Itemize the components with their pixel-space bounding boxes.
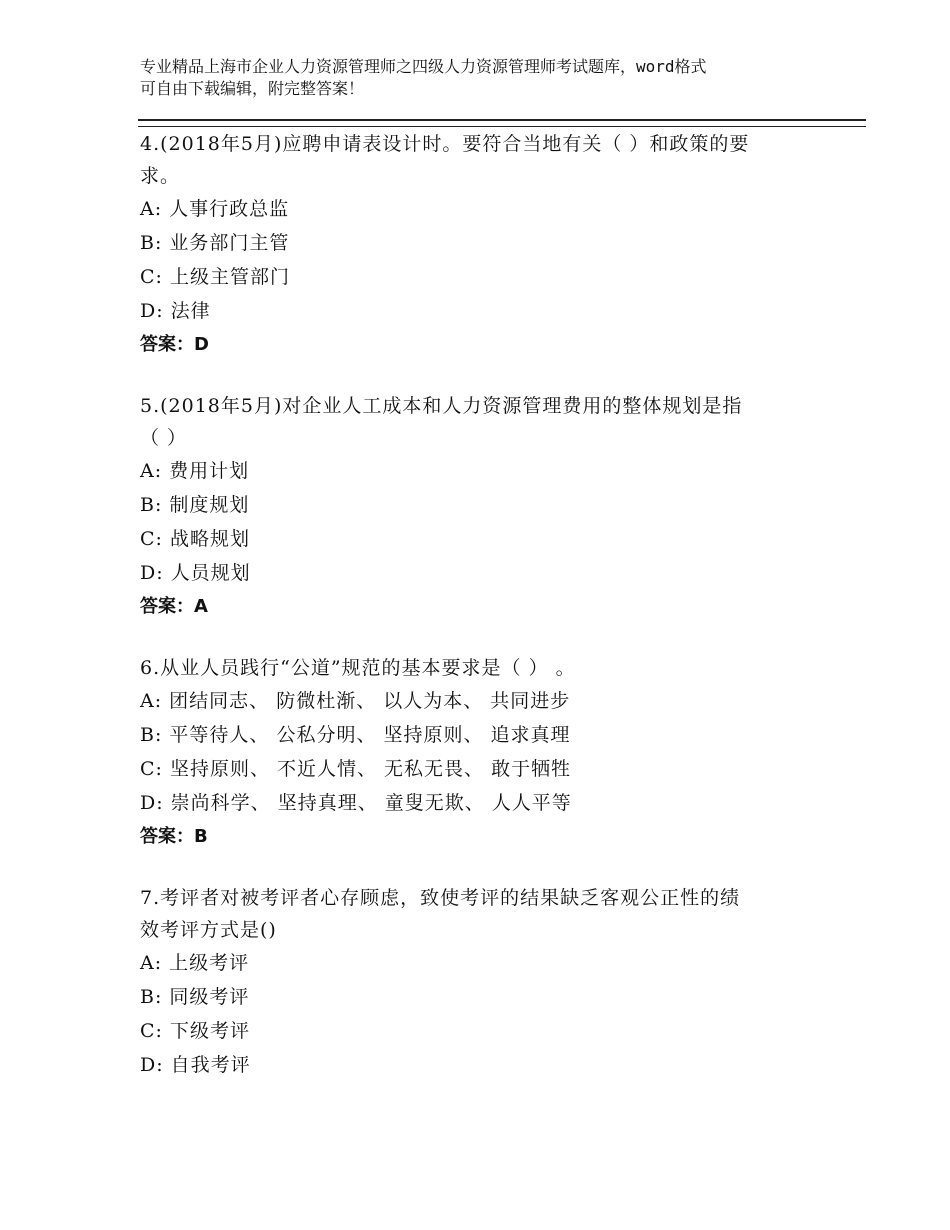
answer-label: 答案：B [140, 826, 208, 847]
question-stem-line: 5.(2018年5月)对企业人工成本和人力资源管理费用的整体规划是指 [140, 395, 743, 417]
option-a: A: 团结同志、 防微杜渐、 以人为本、 共同进步 [140, 690, 571, 712]
header-line-1: 专业精品上海市企业人力资源管理师之四级人力资源管理师考试题库，word格式 [140, 57, 707, 76]
question-list [140, 128, 820, 1110]
answer-label: 答案：A [140, 596, 208, 617]
question-stem-line: 7.考评者对被考评者心存顾虑，致使考评的结果缺乏客观公正性的绩 [140, 887, 741, 909]
option-c: C: 坚持原则、 不近人情、 无私无畏、 敢于牺牲 [140, 758, 572, 780]
page-header [140, 56, 820, 100]
question-stem-line: 效考评方式是() [140, 919, 277, 941]
option-a: A: 费用计划 [140, 460, 250, 482]
option-c: C: 战略规划 [140, 528, 250, 550]
question-6 [140, 652, 820, 854]
option-d: D: 人员规划 [140, 562, 251, 584]
question-7 [140, 882, 820, 1082]
question-stem-line: （ ） [140, 427, 188, 449]
header-divider [138, 119, 866, 127]
option-c: C: 下级考评 [140, 1020, 250, 1042]
header-line-2: 可自由下载编辑，附完整答案！ [140, 79, 365, 98]
question-stem-line: 6.从业人员践行“公道”规范的基本要求是（ ） 。 [140, 657, 576, 679]
answer-label: 答案：D [140, 334, 209, 355]
option-d: D: 自我考评 [140, 1054, 251, 1076]
option-c: C: 上级主管部门 [140, 266, 290, 288]
question-stem-line: 4.(2018年5月)应聘申请表设计时。要符合当地有关（ ）和政策的要 [140, 133, 750, 155]
option-b: B: 同级考评 [140, 986, 250, 1008]
question-5 [140, 390, 820, 624]
option-d: D: 崇尚科学、 坚持真理、 童叟无欺、 人人平等 [140, 792, 572, 814]
option-b: B: 制度规划 [140, 494, 250, 516]
option-b: B: 平等待人、 公私分明、 坚持原则、 追求真理 [140, 724, 571, 746]
option-a: A: 上级考评 [140, 952, 250, 974]
question-4 [140, 128, 820, 362]
option-d: D: 法律 [140, 300, 211, 322]
option-b: B: 业务部门主管 [140, 232, 290, 254]
question-stem-line: 求。 [140, 165, 181, 187]
option-a: A: 人事行政总监 [140, 198, 290, 220]
